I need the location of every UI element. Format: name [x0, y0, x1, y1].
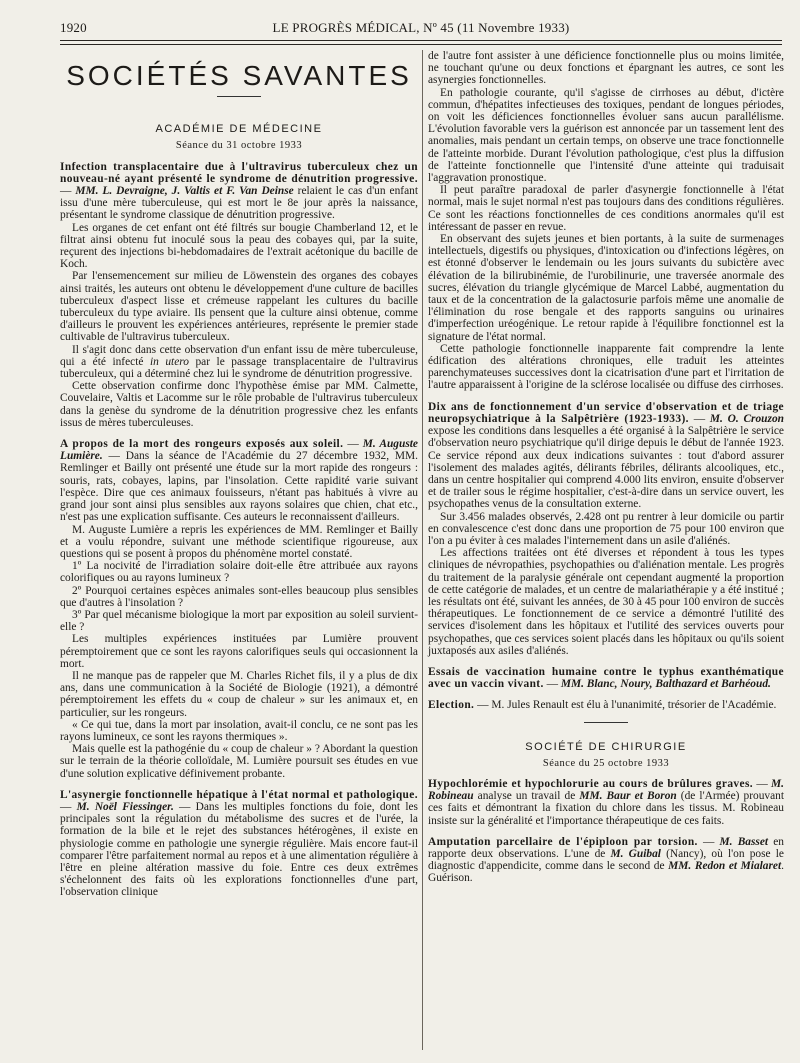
- article-title: Election.: [428, 699, 475, 712]
- paragraph: « Ce qui tue, dans la mort par insolation, avait-il conclu, ce ne sont pas les rayons lumineux, ce sont les rayons thermiques ».: [60, 718, 418, 743]
- text-run: Il s'agit donc dans cette observation d'un enfant issu de mère tuberculeuse, qui a été infecté: [60, 343, 418, 368]
- text-run: (de l'Armée) prouvant ces faits et démontrant la fixation du chlore dans les tissus. M. Robineau insiste sur la généralité et l'importance thérapeutique de ces faits.: [428, 790, 784, 827]
- article-text: relaient le cas d'un enfant issu d'une mère tuberculeuse, qui est mort le 8e jour après la naissance, présentant le syndrome classique de dénutrition progressive.: [60, 185, 418, 222]
- page-number: 1920: [60, 20, 87, 35]
- paragraph: En observant des sujets jeunes et bien portants, à la suite de surmenages intellectuels, digestifs ou physiques, d'intoxication ou d'infections légères, on est étonné d'observer le lendemain ou les jours suivants du subictère avec élévation de la bilirubinémie, de l'urobilinurie, une traversée anormale des sucres, élévation du triangle glycémique de Marcel Labbé, augmentation du taux et de la concentration de la galactosurie parfois même une anomalie de l'élimination du rose bengale et des rapports sanguins ou urinaires d'imperfection uréogénique. Le retour rapide à l'équilibre fonctionnel est la signature de l'état normal.: [428, 233, 784, 343]
- academy-heading: ACADÉMIE DE MÉDECINE: [155, 123, 323, 136]
- article-authors: MM. L. Devraigne, J. Valtis et F. Van Deinse: [75, 185, 294, 198]
- article-rodents-sun: [60, 438, 418, 780]
- article-authors: M. Noël Fiessinger.: [76, 800, 174, 813]
- dash: —: [688, 412, 710, 425]
- paragraph: 2º Pourquoi certaines espèces animales sont-elles beaucoup plus sensibles que d'autres à l'insolation ?: [60, 584, 418, 609]
- paragraph: [60, 344, 418, 381]
- paragraph: Il ne manque pas de rappeler que M. Charles Richet fils, il y a plus de dix ans, dans une communication à la Société de Biologie (1921), a démontré péremptoirement les effets du « coup de chaleur » sur les animaux et, en particulier, sur les rongeurs.: [60, 669, 418, 719]
- left-column: [60, 50, 418, 899]
- article-title: L'asynergie fonctionnelle hépatique à l'état normal et pathologique.: [60, 788, 418, 801]
- title-rule: [217, 96, 261, 97]
- italic-run: in utero: [149, 355, 189, 368]
- article-authors: M. Basset: [719, 835, 769, 848]
- paragraph: de l'autre font assister à une déficience fonctionnelle plus ou moins limitée, ne touchant qu'une ou deux fonctions et épargnant les autres, ce sont les asynergies fonctionnelles.: [428, 50, 784, 87]
- paragraph: Il peut paraître paradoxal de parler d'asynergie fonctionnelle à l'état normal, mais le sujet normal n'est pas toujours dans des conditions régulières. Ce sont les réactions fonctionnelles de ces conditions anormales qu'il est intéressant de passer en revue.: [428, 184, 784, 233]
- article-title: Hypochlorémie et hypochlorurie au cours de brûlures graves.: [428, 777, 754, 790]
- article-title: Amputation parcellaire de l'épiploon par torsion.: [428, 835, 698, 848]
- article-authors: M. Guibal: [610, 847, 661, 860]
- paragraph: 3º Par quel mécanisme biologique la mort par exposition au soleil survient-elle ?: [60, 608, 418, 634]
- paragraph: En pathologie courante, qu'il s'agisse de cirrhoses au début, d'ictère commun, d'hépatites infectieuses des toxiques, pendant de longues périodes, on voit les déficiences fonctionnelles évoluer sans aucun parallélisme. L'évolution favorable vers la guérison est annoncée par un tassement lent des anomalies, mais pendant un certain temps, on observe une trace fonctionnelle de l'atteinte morbide. Durant l'évolution pathologique, c'est plus la diffusion de l'atteinte fonctionnelle que l'intensité d'une atteinte qui traduisait l'aggravation pronostique.: [428, 86, 784, 185]
- article-typhus-vaccination: [428, 666, 784, 690]
- article-authors: MM. Baur et Boron: [579, 790, 677, 803]
- academy-seance-date: Séance du 31 octobre 1933: [175, 140, 303, 152]
- article-hepatic-asynergy: [60, 789, 418, 899]
- paragraph: Par l'ensemencement sur milieu de Löwenstein des organes des cobayes ainsi traités, les auteurs ont obtenu le développement d'une culture de bacilles tuberculeux d'aspect lisse et crémeuse rappelant les cultures du bacille tuberculeux du type aviaire. Ils pensent que la culture ainsi obtenue, comme d'ailleurs le prouvent les expériences antérieures, représente le premier stade cultivable de l'ultravirus tuberculeux.: [60, 270, 418, 344]
- dash: —: [753, 777, 772, 790]
- dash: —: [60, 185, 76, 198]
- dash: —: [543, 678, 561, 691]
- surgery-heading: SOCIÉTÉ DE CHIRURGIE: [525, 740, 687, 753]
- spacer: [428, 712, 784, 722]
- dash: —: [60, 800, 77, 813]
- text-run: . Guérison.: [428, 860, 785, 885]
- paragraph: Sur 3.456 malades observés, 2.428 ont pu rentrer à leur domicile ou partir en convalescence c'est donc dans une proportion de 75 pour 100 environ que l'on a pu éviter à ces malades l'internement dans un asile d'aliénés.: [428, 510, 784, 547]
- article-title: Infection transplacentaire due à l'ultravirus tuberculeux chez un nouveau-né ayant présenté le syndrome de dénutrition progressive.: [60, 160, 418, 185]
- text-run: (Nancy), où l'on pose le diagnostic d'appendicite, comme dans le second de: [428, 847, 784, 873]
- right-column: [428, 50, 784, 885]
- paragraph: Les multiples expériences instituées par Lumière prouvent péremptoirement que ce sont les rayons calorifiques seuls qui occasionnent la mort.: [60, 633, 418, 670]
- article-transplacental-infection: [60, 161, 418, 429]
- article-neuropsychiatric-service: [428, 401, 784, 657]
- dash: —: [343, 438, 363, 451]
- paragraph: Les affections traitées ont été diverses et répondent à tous les types cliniques de névropathies, psychopathies ou d'aliénation mentale. Les progrès du traitement de la paralysie générale ont cependant augmenté la proportion de cette catégorie de malades, et un centre de malariathérapie y a été institué ; les résultats ont été, suivant les années, de 30 à 45 pour 100 environ de succès thérapeutiques. Le fonctionnement de ce service a démontré l'utilité des services d'isolement dans les hôpitaux et l'utilité des services ouverts pour psychopathes, que ces services soient placés dans les hôpitaux ou qu'ils soient juxtaposés aux asiles d'aliénés.: [428, 547, 784, 657]
- article-authors: M. Robineau: [428, 777, 784, 803]
- paragraph: Cette observation confirme donc l'hypothèse émise par MM. Calmette, Couvelaire, Valtis et Lacomme sur le rôle probable de l'ultravirus tuberculeux dans la genèse du syndrome de la dénutrition progressive chez les enfants issus de mères tuberculeuses.: [60, 380, 418, 429]
- header-rule: [60, 40, 782, 45]
- article-authors: MM. Blanc, Noury, Balthazard et Barhéoud.: [560, 678, 771, 691]
- article-authors: MM. Redon et Mialaret: [668, 860, 782, 873]
- article-authors: M. Auguste Lumière.: [60, 438, 418, 463]
- article-title: A propos de la mort des rongeurs exposés aux soleil.: [60, 438, 344, 451]
- dash: —: [697, 835, 720, 848]
- article-epiploon-amputation: [428, 836, 784, 885]
- spacer: [428, 723, 784, 733]
- article-text: expose les conditions dans lesquelles a été organisé à la Salpêtrière le service d'observation neuro psychiatrique qu'il dirige depuis le début de l'année 1923. Ce service répond aux deux indications suivantes : tout d'abord assurer l'isolement des malades agités, délirants fébriles, délirants alcooliques, etc., dans un centre hospitalier qui comprend 4.000 lits environ, ensuite d'observer et de trailer sous le régime hospitalier, c'est-à-dire dans un service ouvert, les psychopathes venus de la consultation externe.: [428, 425, 784, 511]
- text-run: analyse un travail de: [473, 790, 580, 803]
- paragraph: Mais quelle est la pathogénie du « coup de chaleur » ? Abordant la question sur le terrain de la théorie colloïdale, M. Lumière poursuit ses études en vue d'une solution explicative définivement probante.: [60, 743, 418, 780]
- article-election: [428, 699, 784, 711]
- article-text: — Dans les multiples fonctions du foie, dont les principales sont la régulation du métabolisme des sucres et de l'urée, la formation de la bile et le rejet des substances hétérogènes, il existe en physiologie comme en pathologie une synergie régulière. Mais encore faut-il comparer l'être parfaitement normal au repos et à une alimentation régulière à l'être en pleine altération massive du foie. Entre ces deux extrêmes s'échelonnent des faits où les explorations fonctionnelles d'une part, l'observation clinique: [60, 800, 418, 899]
- paragraph: Les organes de cet enfant ont été filtrés sur bougie Chamberland 12, et le filtrat ainsi obtenu fut inoculé sous la peau des cobayes qui, par la suite, reçurent des injections bi-hebdomadaires de l'extrait acétonique du bacille de Koch.: [60, 221, 418, 271]
- text-run: par le passage transplacentaire de l'ultravirus tuberculeux, qui a déterminé chez lui le syndrome de dénutrition progressive.: [60, 355, 418, 381]
- article-text: — Dans la séance de l'Académie du 27 décembre 1932, MM. Remlinger et Bailly ont présenté une étude sur la mort rapide des rongeurs : souris, rats, cobayes, lapins, par l'insolation. Cette rapidité varie suivant l'espèce. Dire que ces animaux fouisseurs, n'étant pas habitués à vivre au grand jour sont ainsi plus sensibles aux rayons solaires que chien, chat etc., n'est pas une explication suffisante. Ces auteurs le reconnaissent d'ailleurs.: [60, 450, 418, 524]
- text-run: en rapporte deux observations. L'une de: [428, 835, 784, 860]
- article-title: Dix ans de fonctionnement d'un service d'observation et de triage neuropsychiatrique à la Salpêtrière (1923-1933).: [428, 400, 784, 425]
- surgery-seance-date: Séance du 25 octobre 1933: [542, 757, 670, 769]
- paragraph: 1º La nocivité de l'irradiation solaire doit-elle être attribuée aux rayons colorifiques ou au rayons lumineux ?: [60, 560, 418, 585]
- masthead: LE PROGRÈS MÉDICAL, Nº 45 (11 Novembre 1933): [272, 20, 570, 35]
- paragraph: Cette pathologie fonctionnelle inapparente fait comprendre la lente édification des altérations chroniques, elle traduit les atteintes parenchymateuses successives dont la cicatrisation d'une part et l'irritation de l'autre apparaissent à l'origine de la sclérose localisée ou diffuse des cirrhoses.: [428, 342, 784, 392]
- article-title: Essais de vaccination humaine contre le typhus exanthématique avec un vaccin vivant.: [428, 665, 784, 691]
- article-hypochloremia: [428, 778, 784, 827]
- column-divider: [422, 50, 423, 1050]
- article-text: — M. Jules Renault est élu à l'unanimité, trésorier de l'Académie.: [474, 699, 777, 712]
- paragraph: M. Auguste Lumière a repris les expériences de MM. Remlinger et Bailly et a voulu répondre, suivant une méthode scientifique rigoureuse, aux questions qui se posent à propos du phénomène mortel constaté.: [60, 523, 418, 560]
- page-header: [60, 20, 782, 38]
- article-authors: M. O. Crouzon: [709, 412, 784, 425]
- section-title: SOCIÉTÉS SAVANTES: [66, 60, 412, 91]
